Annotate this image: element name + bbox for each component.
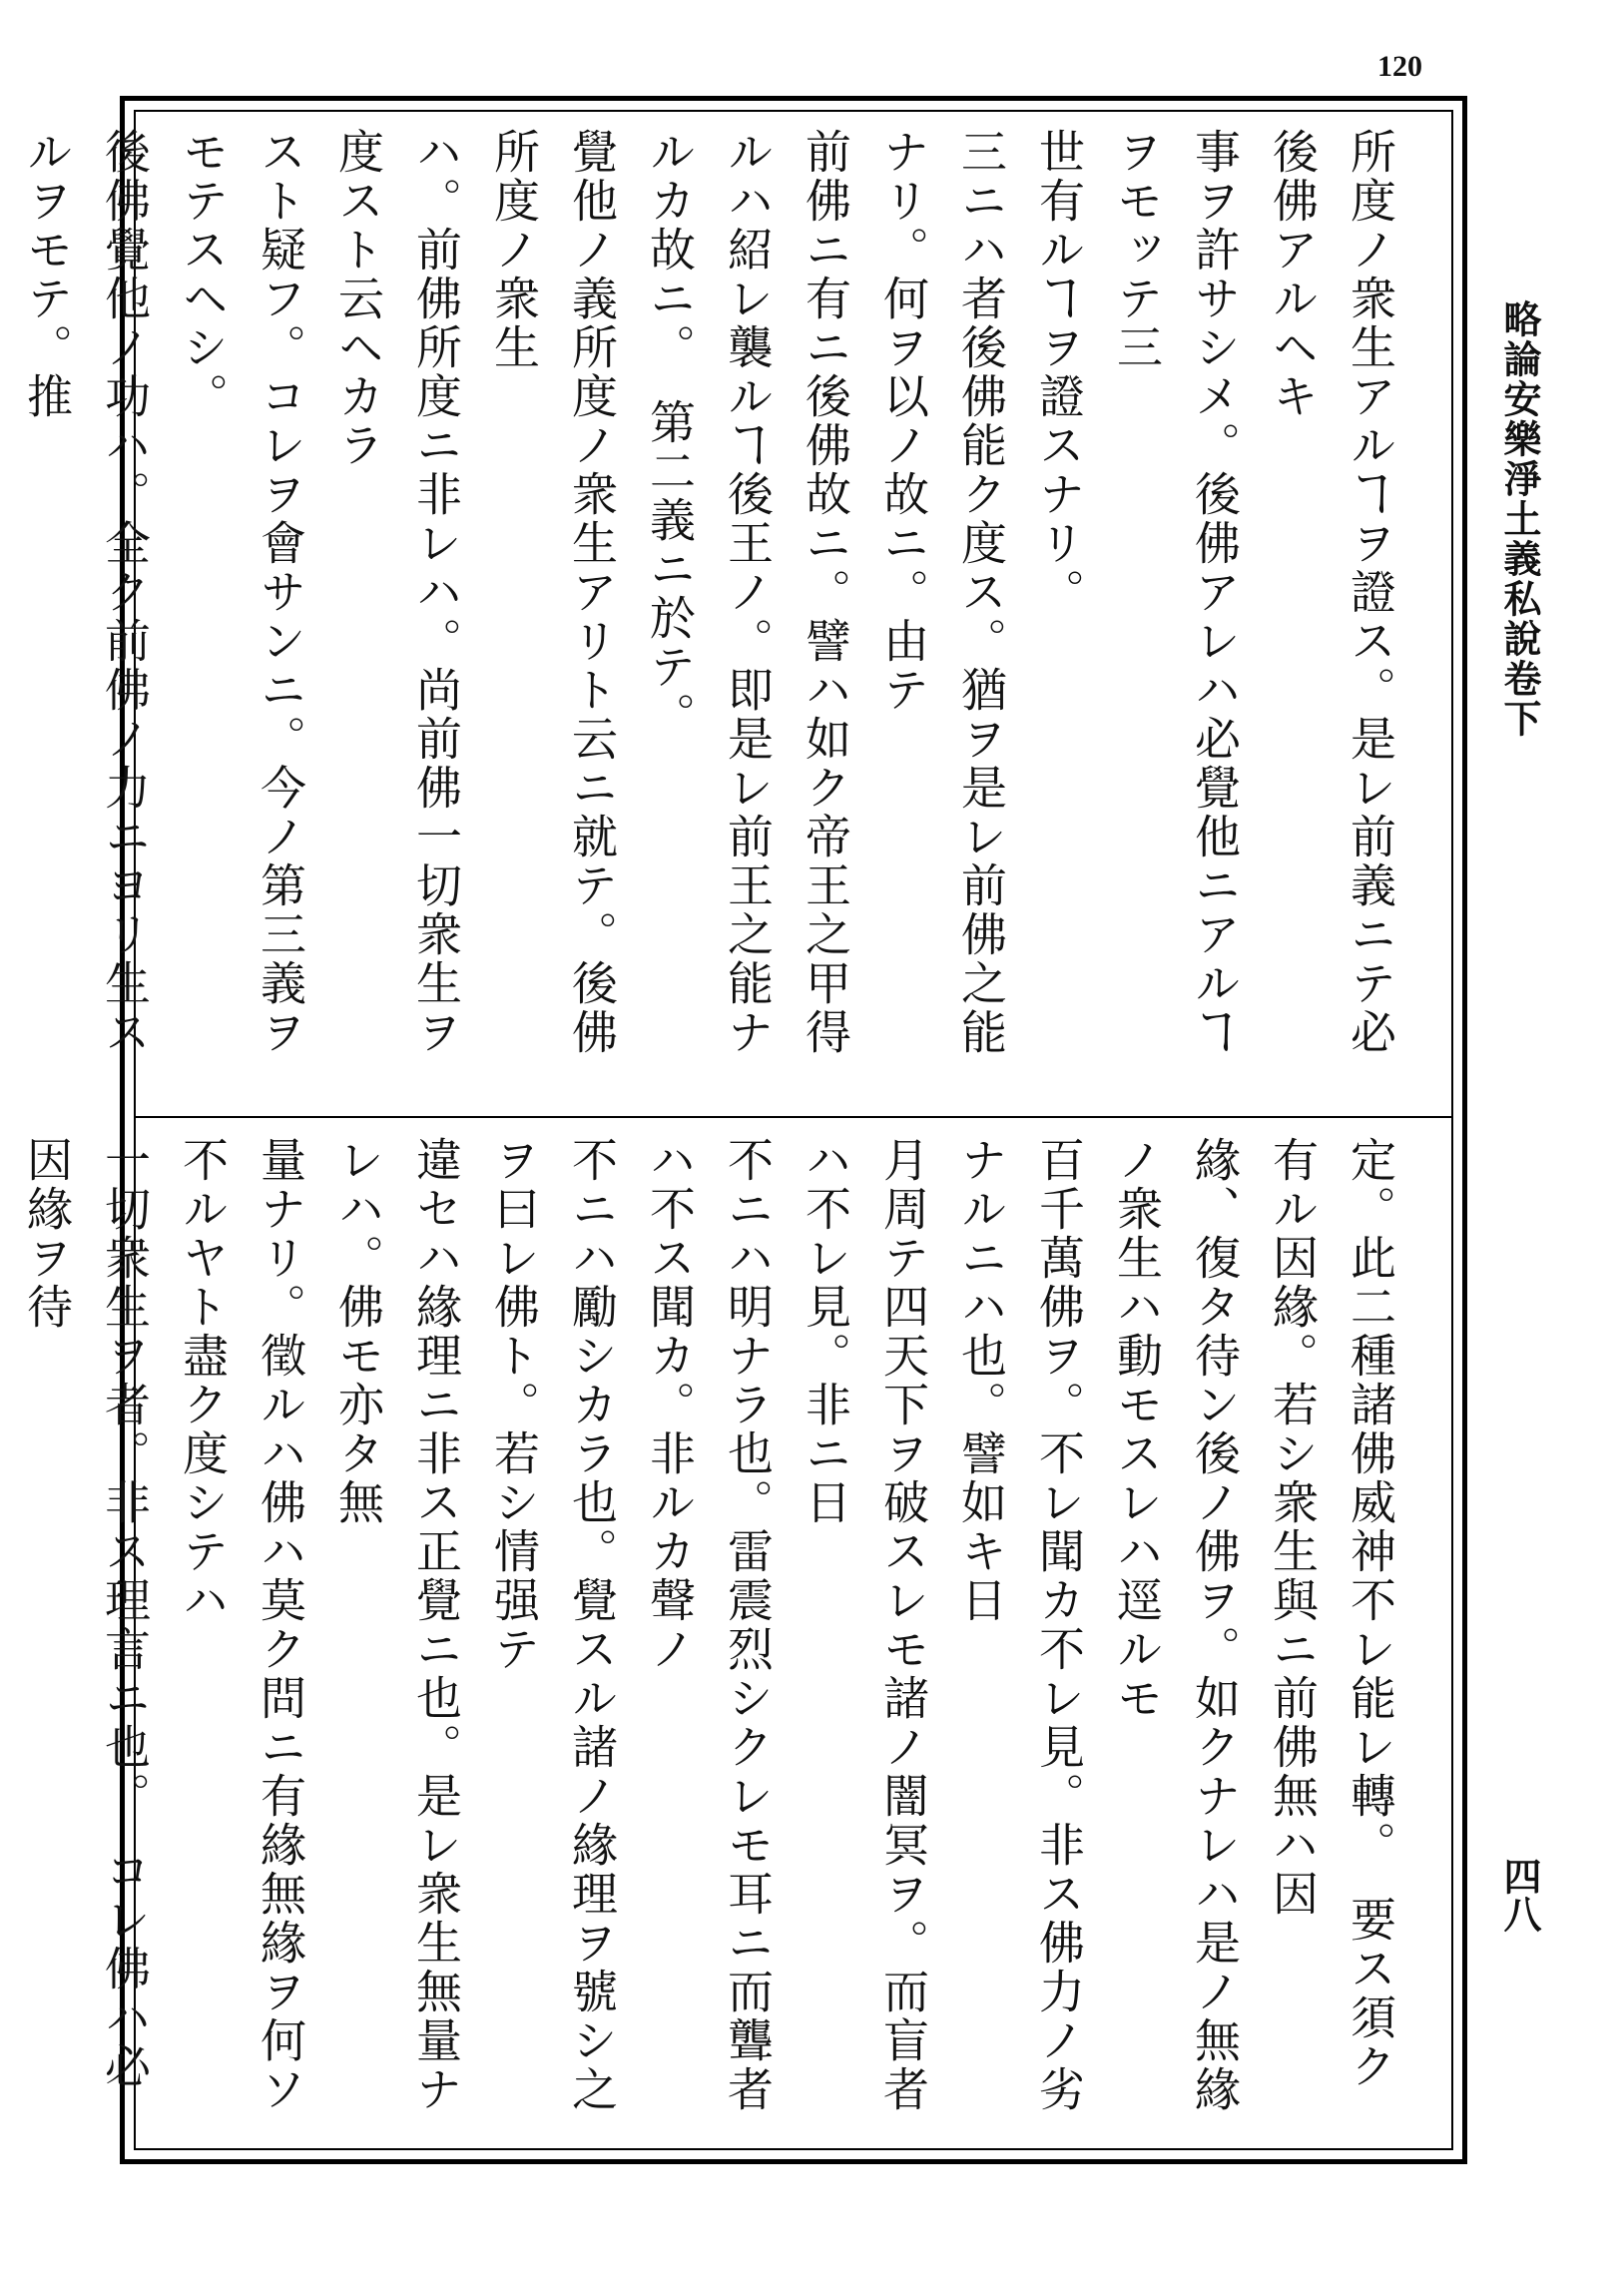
lower-text-block xyxy=(20,1136,1409,2134)
text-column: 三ニハ者後佛能ク度ス。猶ヲ是レ前佛之能ナリ。何ヲ以ノ故ニ。由テ xyxy=(876,128,1008,1057)
folio-number: 四八 xyxy=(1497,1857,1542,1933)
text-column: 百千萬佛ヲ。不レ聞カ不レ見。非ス佛力ノ劣ナルニハ也。譬如キ日 xyxy=(954,1136,1086,2114)
text-column: 世有ルヿヲ證スナリ。 xyxy=(1032,128,1086,617)
text-column: 所度ノ衆生アルヿヲ證ス。是レ前義ニテ必後佛アルヘキ xyxy=(1266,128,1397,1057)
page-number: 120 xyxy=(1377,50,1422,83)
text-column: 事ヲ許サシメ。後佛アレハ必覺他ニアルヿヲモッテ三 xyxy=(1110,128,1242,1057)
text-column: 一切衆生ヲ者。非ス理言ニ也。 コレ佛ハ必因緣ヲ待 xyxy=(20,1136,152,2091)
text-column: 定。此二種諸佛威神不レ能レ轉。 要ス須ク有ル因緣。若シ衆生與ニ前佛無ハ因 xyxy=(1266,1136,1397,2091)
upper-text-block xyxy=(20,128,1409,1101)
text-column: 月周テ四天下ヲ破スレモ諸ノ闇冥ヲ。而盲者ハ不レ見。非ニ日 xyxy=(799,1136,930,2114)
text-column: 緣、復タ待ン後ノ佛ヲ。如クナレハ是ノ無緣ノ衆生ハ動モスレハ逕ルモ xyxy=(1110,1136,1242,2114)
running-title: 略論安樂淨土義私說卷下 xyxy=(1497,299,1542,739)
text-column xyxy=(0,128,8,1101)
text-column: ハ。前佛所度ニ非レハ。尚前佛一切衆生ヲ度スト云ヘカラ xyxy=(331,128,463,1057)
text-column: 覺他ノ義所度ノ衆生アリト云ニ就テ。後佛所度ノ衆生 xyxy=(487,128,619,1057)
text-column: スト疑フ。コレヲ會サンニ。今ノ第三義ヲモテスヘシ。 xyxy=(176,128,307,1057)
text-column: 前佛ニ有ニ後佛故ニ。譬ハ如ク帝王之甲得ルハ紹レ襲ルヿ後王ノ。即是レ前王之能ナルカ故ニ。 第二義ニ於テ。 xyxy=(643,128,852,1057)
text-column: 不ニハ明ナラ也。雷震烈シクレモ耳ニ而聾者ハ不ス聞カ。非ルカ聲ノ xyxy=(643,1136,775,2114)
section-divider xyxy=(134,1116,1453,1118)
text-column xyxy=(0,1136,8,2134)
text-column: 不ニハ勵シカラ也。覺スル諸ノ緣理ヲ號シ之ヲ曰レ佛ト。若シ情强テ xyxy=(487,1136,619,2114)
text-column: 量ナリ。徵ルハ佛ハ莫ク問ニ有緣無緣ヲ何ソ不ルヤト盡ク度シテハ xyxy=(176,1136,307,2114)
text-column: 違セハ緣理ニ非ス正覺ニ也。是レ衆生無量ナレハ。佛モ亦タ無 xyxy=(331,1136,463,2114)
text-column: 後佛覺他ノ功ハ。全ク前佛ノ力ニヨリ生スルヲモテ。推 xyxy=(20,128,152,1057)
